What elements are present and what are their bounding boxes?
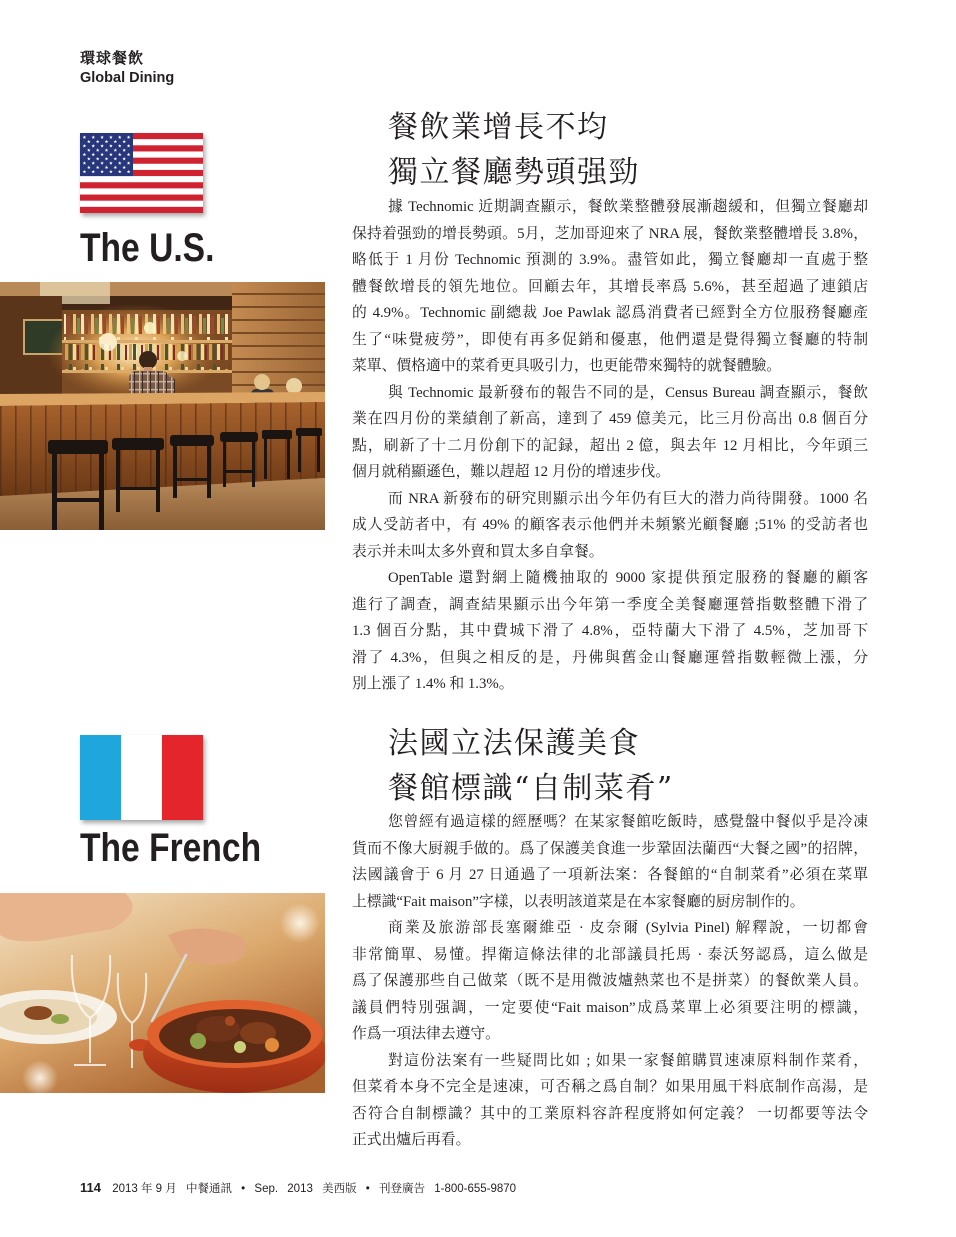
- country-heading-france: The French: [80, 826, 262, 870]
- french-flag: [80, 735, 203, 820]
- body-line: 與 Technomic 最新發布的報告不同的是，Census Bureau 調查顯示，餐飲: [388, 384, 868, 401]
- flag-stripe: [80, 207, 203, 213]
- page-footer: [80, 1180, 522, 1197]
- issue-date-zh: 2013 年 9 月: [112, 1183, 177, 1195]
- paragraph: [352, 380, 868, 486]
- body-line: 爲了保護那些自己做菜（既不是用微波爐熱菜也不是拼菜）的餐飲業人員。: [352, 973, 868, 989]
- body-line: 表示并未叫太多外賣和買太多自拿餐。: [352, 543, 604, 560]
- title-line: 獨立餐廳勢頭强勁: [388, 155, 640, 190]
- body-line: 您曾經有過這樣的經歷嗎？在某家餐館吃飯時，感覺盤中餐似乎是冷凍: [388, 814, 868, 830]
- paragraph: [352, 194, 868, 380]
- footer-separator: •: [365, 1183, 370, 1195]
- phone-number: 1-800-655-9870: [434, 1183, 517, 1195]
- body-line: 議員們特別强調，一定要使“Fait maison”成爲菜單上必須要注明的標識，: [352, 999, 868, 1016]
- country-heading-us: The U.S.: [80, 226, 215, 270]
- paragraph: [352, 486, 868, 566]
- body-line: 成人受訪者中，有 49% 的顧客表示他們并未頻繁光顧餐廳 ;51% 的受訪者也: [352, 517, 868, 533]
- body-line: 貨而不像大厨親手做的。爲了保護美食進一步鞏固法蘭西“大餐之國”的招牌，: [352, 840, 868, 857]
- body-line: 作爲一項法律去遵守。: [352, 1026, 500, 1042]
- body-line: 略低于 1 月份 Technomic 預測的 3.9%。盡管如此，獨立餐廳却一直處于整: [352, 252, 868, 268]
- france-article-title: [388, 721, 674, 811]
- us-article-title: [388, 105, 640, 195]
- paragraph: [352, 1048, 868, 1154]
- title-line: 法國立法保護美食: [388, 726, 640, 761]
- body-line: 別上漲了 1.4% 和 1.3%。: [352, 676, 514, 692]
- body-line: 而 NRA 新發布的研究則顯示出今年仍有巨大的潜力尚待開發。1000 名: [388, 490, 868, 507]
- flag-band-blue: [80, 735, 121, 820]
- flag-band-white: [121, 735, 162, 820]
- body-line: 的 4.9%。Technomic 副總裁 Joe Pawlak 認爲消費者已經對全方位服務餐廳產: [352, 305, 868, 321]
- title-line: 餐飲業增長不均: [388, 110, 609, 145]
- ad-label: 刊登廣告: [379, 1183, 426, 1195]
- france-article-body: [352, 809, 868, 1154]
- section-title-zh: 環球餐飲: [80, 49, 145, 67]
- publication-name: 中餐通訊: [185, 1183, 232, 1195]
- body-line: OpenTable 還對網上隨機抽取的 9000 家提供預定服務的餐廳的顧客: [388, 570, 868, 586]
- us-flag: [80, 133, 203, 213]
- body-line: 法國議會于 6 月 27 日通過了一項新法案：各餐館的“自制菜肴”必須在菜單: [352, 867, 868, 883]
- body-line: 菜單、價格適中的菜肴更具吸引力，也更能帶來獨特的就餐體驗。: [352, 358, 782, 374]
- issue-year: 2013: [287, 1183, 313, 1195]
- body-line: 點，刷新了十二月份創下的記録，超出 2 億，與去年 12 月相比，今年頭三: [352, 437, 868, 454]
- body-line: 正式出爐后再看。: [352, 1132, 471, 1148]
- footer-separator: •: [241, 1183, 246, 1195]
- body-line: 上標識“Fait maison”字樣，以表明該道菜是在本家餐廳的厨房制作的。: [352, 893, 805, 910]
- body-line: 業在四月份的業績創了新高，達到了 459 億美元，比三月份高出 0.8 個百分: [352, 411, 868, 427]
- body-line: 非常簡單、易懂。捍衛這條法律的北部議員托馬 · 泰沃努認爲，這么做是: [352, 946, 868, 963]
- flag-stripe: [80, 195, 203, 201]
- body-line: 保持着强勁的增長勢頭。5月，芝加哥迎來了 NRA 展，餐飲業整體增長 3.8%，: [352, 225, 868, 242]
- body-line: 體餐飲增長的領先地位。回顧去年，其增長率爲 5.6%，甚至超過了連鎖店: [352, 278, 868, 295]
- edition-label: 美西版: [322, 1183, 357, 1195]
- page-number: 114: [80, 1180, 101, 1195]
- title-line: 餐館標識“自制菜肴”: [388, 771, 674, 806]
- section-title-en: Global Dining: [80, 70, 175, 86]
- body-line: 生了“味覺疲勞”，即使有再多促銷和優惠，他們還是覺得獨立餐廳的特制: [352, 331, 868, 348]
- body-line: 對這份法案有一些疑問比如 ; 如果一家餐館購買速凍原料制作菜肴，: [388, 1052, 868, 1069]
- flag-canton: [80, 133, 133, 176]
- issue-month-en: Sep.: [254, 1183, 279, 1195]
- body-line: 滑了 4.3%，但與之相反的是，丹佛與舊金山餐廳運營指數輕微上漲，分: [352, 649, 868, 666]
- paragraph: [352, 915, 868, 1048]
- body-line: 否符合自制標識？其中的工業原料容許程度將如何定義？ 一切都要等法令: [352, 1105, 868, 1122]
- flag-stripe: [80, 182, 203, 188]
- body-line: 據 Technomic 近期調查顯示，餐飲業整體發展漸趨緩和，但獨立餐廳却: [388, 199, 868, 215]
- body-line: 進行了調查，調查結果顯示出今年第一季度全美餐廳運營指數整體下滑了: [352, 596, 868, 613]
- paragraph: [352, 565, 868, 698]
- paragraph: [352, 809, 868, 915]
- flag-band-red: [162, 735, 203, 820]
- us-article-body: [352, 194, 868, 698]
- dining-table-photo: [0, 893, 325, 1093]
- body-line: 個月就稍顯遜色，難以趕超 12 月份的增速步伐。: [352, 464, 671, 480]
- body-line: 商業及旅游部長塞爾維亞 · 皮奈爾 (Sylvia Pinel) 解釋說，一切都會: [388, 920, 868, 936]
- body-line: 但菜肴本身不完全是速凍，可否稱之爲自制？如果用風干料底制作高湯，是: [352, 1079, 868, 1095]
- bar-interior-photo: [0, 282, 325, 530]
- body-line: 1.3 個百分點，其中費城下滑了 4.8%，亞特蘭大下滑了 4.5%，芝加哥下: [352, 623, 868, 639]
